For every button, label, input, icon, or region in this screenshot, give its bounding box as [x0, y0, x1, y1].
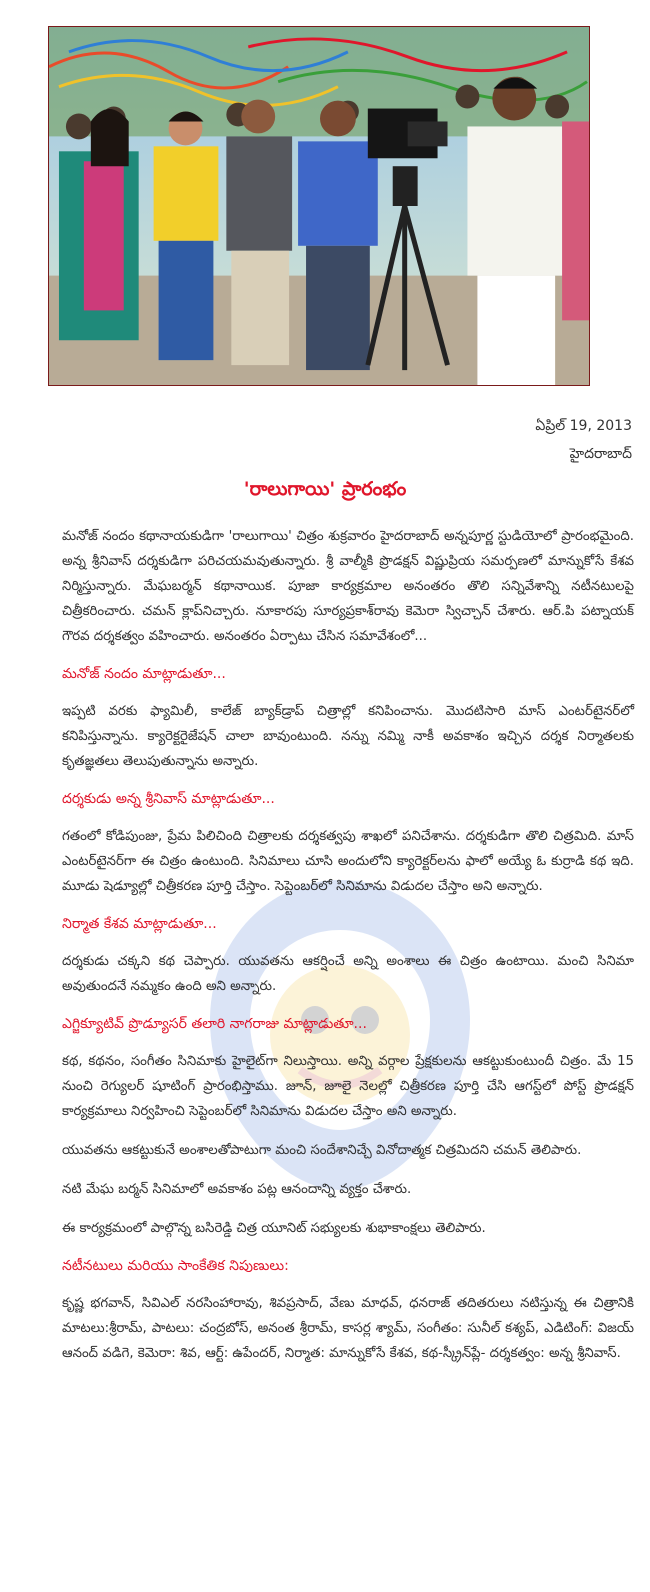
intro-paragraph: మనోజ్ నందం కథానాయకుడిగా 'రాలుగాయి' చిత్రం శుక్రవారం హైదరాబాద్ అన్నపూర్ణ స్టుడియోలో ప్రారంభమైంది. అన్న శ్రీనివాస్ దర్శకుడిగా పరిచయమవుతున్నారు. శ్రీ వాల్మీకి ప్రొడక్షన్ విష్ణుప్రియ సమర్పణలో మాన్నుకోసే కేశవ నిర్మిస్తున్నారు. మేఘబర్మన్ కథానాయిక. పూజా కార్యక్రమాల అనంతరం తొలి సన్నివేశాన్ని నటీనటులపై చిత్రీకరించారు. చమన్ క్లాప్‌నిచ్చారు. నూకారపు సూర్యప్రకాశ్‌రావు కెమెరా స్విచ్చాన్ చేశారు. ఆర్.పి పట్నాయక్ గౌరవ దర్శకత్వం వహించారు. అనంతరం ఏర్పాటు చేసిన సమావేశంలో...: [62, 529, 634, 644]
director-quote-paragraph: గతంలో కోడిపుంజు, ప్రేమ పిలిచింది చిత్రాలకు దర్శకత్వపు శాఖలో పనిచేశాను. దర్శకుడిగా తొలి చిత్రమిది. మాస్ ఎంటర్‌టైనర్‌గా ఈ చిత్రం ఉంటుంది. సినిమాలు చూసి అందులోని క్యారెక్టర్‌లను ఫాలో అయ్యే ఓ కుర్రాడి కథ ఇది. మూడు షెడ్యూల్లో చిత్రీకరణ పూర్తి చేస్తాం. సెప్టెంబర్‌లో సినిమాను విడుదల చేస్తాం అని అన్నారు.: [62, 829, 634, 894]
launch-event-photo: [49, 27, 589, 385]
article-title: 'రాలుగాయి' ప్రారంభం: [243, 478, 407, 500]
section-heading-cast-crew: నటీనటులు మరియు సాంకేతిక నిపుణులు:: [62, 1258, 289, 1274]
section-heading-executive-producer: ఎగ్జిక్యూటివ్ ప్రొడ్యూసర్ తలారి నాగరాజు మాట్లాడుతూ...: [62, 1016, 367, 1032]
section-heading-hero: మనోజ్ నందం మాట్లాడుతూ...: [62, 666, 226, 682]
hero-quote-paragraph: ఇప్పటి వరకు ఫ్యామిలీ, కాలేజ్ బ్యాక్‌డ్రాప్ చిత్రాల్లో కనిపించాను. మొదటిసారి మాస్ ఎంటర్‌టైనర్‌లో కనిపిస్తున్నాను. క్యారెక్టరైజేషన్ చాలా బావుంటుంది. నన్ను నమ్మి నాకీ అవకాశం ఇచ్చిన దర్శక నిర్మాతలకు కృతజ్ఞతలు తెలుపుతున్నాను అన్నారు.: [62, 704, 634, 769]
actress-paragraph: నటి మేఘ బర్మన్ సినిమాలో అవకాశం పట్ల ఆనందాన్ని వ్యక్తం చేశారు.: [62, 1182, 412, 1197]
executive-producer-paragraph: కథ, కథనం, సంగీతం సినిమాకు హైలైట్‌గా నిలుస్తాయి. అన్ని వర్గాల ప్రేక్షకులను ఆకట్టుకుంటుందీ చిత్రం. మే 15 నుంచి రెగ్యులర్ షూటింగ్ ప్రారంభిస్తాము. జూన్, జూలై నెలల్లో చిత్రీకరణ పూర్తి చేసి ఆగస్ట్‌లో పోస్ట్ ప్రొడక్షన్ కార్యక్రమాలు నిర్వహించి సెప్టెంబర్‌లో సినిమాను విడుదల చేస్తాం అని అన్నారు.: [62, 1054, 634, 1119]
chaman-paragraph: యువతను ఆకట్టుకునే అంశాలతోపాటుగా మంచి సందేశానిచ్చే వినోదాత్మక చిత్రమిదని చమన్ తెలిపారు.: [62, 1143, 582, 1158]
article-body: [62, 524, 634, 1380]
article-location: హైదరాబాద్: [569, 446, 632, 462]
article-date: ఏప్రిల్ 19, 2013: [535, 418, 632, 434]
section-heading-director: దర్శకుడు అన్న శ్రీనివాస్ మాట్లాడుతూ...: [62, 791, 275, 807]
cast-crew-paragraph: కృష్ణ భగవాన్, సివిఎల్ నరసింహారావు, శివప్రసాద్, వేణు మాధవ్, ధనరాజ్ తదితరులు నటిస్తున్న ఈ చిత్రానికి మాటలు:శ్రీరామ్, పాటలు: చంద్రబోస్, అనంత శ్రీరామ్, కాసర్ల శ్యామ్, సంగీతం: సునీల్ కశ్యప్, ఎడిటింగ్: విజయ్ ఆనంద్ వడిగె, కెమెరా: శివ, ఆర్ట్: ఉపేందర్, నిర్మాత: మాన్నుకోసే కేశవ, కథ-స్క్రీన్‌ప్లే- దర్శకత్వం: అన్న శ్రీనివాస్.: [62, 1296, 634, 1361]
article-photo: [48, 26, 590, 386]
wishes-paragraph: ఈ కార్యక్రమంలో పాల్గొన్న బసిరెడ్డి చిత్ర యూనిట్ సభ్యులకు శుభాకాంక్షలు తెలిపారు.: [62, 1221, 486, 1236]
section-heading-producer: నిర్మాత కేశవ మాట్లాడుతూ...: [62, 916, 217, 932]
producer-quote-paragraph: దర్శకుడు చక్కని కథ చెప్పారు. యువతను ఆకర్షించే అన్ని అంశాలు ఈ చిత్రం ఉంటాయి. మంచి సినిమా అవుతుందనే నమ్మకం ఉంది అని అన్నారు.: [62, 954, 634, 994]
